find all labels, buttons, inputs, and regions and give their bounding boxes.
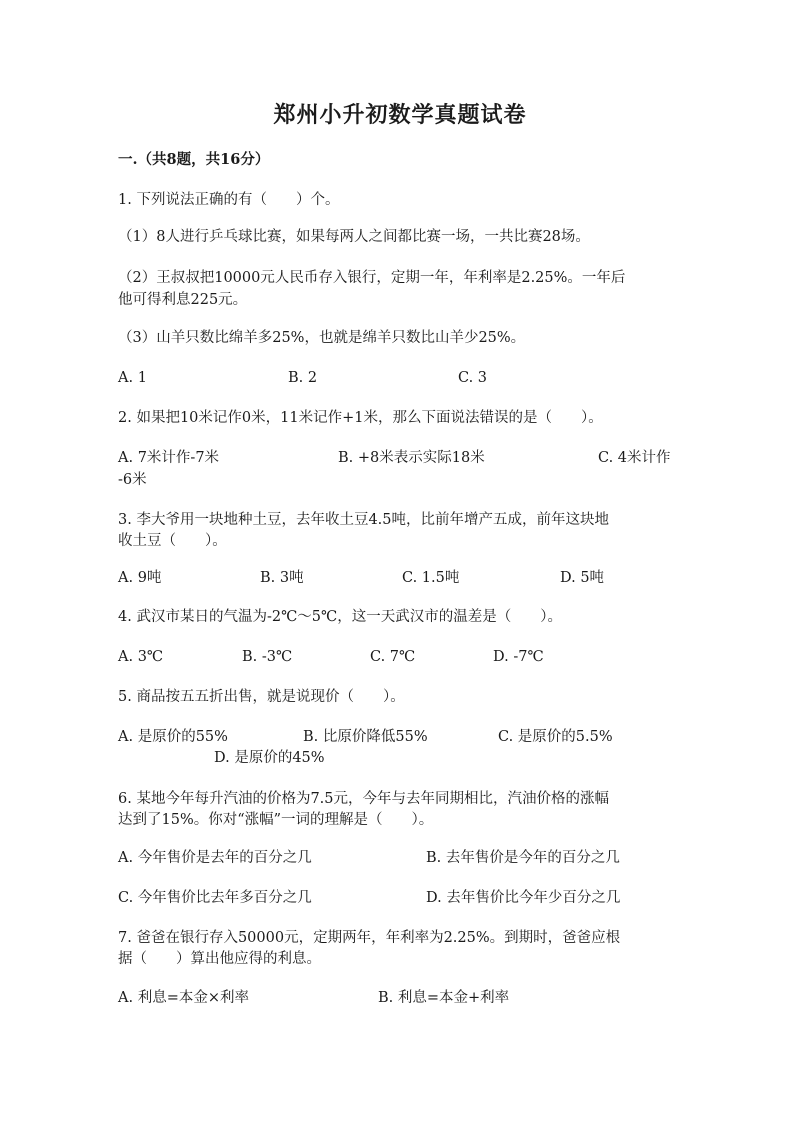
question-1-option-c: C. 3: [458, 370, 488, 386]
question-3-option-d: D. 5吨: [560, 570, 605, 586]
question-7-option-b: B. 利息=本金+利率: [378, 990, 510, 1006]
question-2-option-c-cont: -6米: [118, 472, 147, 488]
question-6-option-b: B. 去年售价是今年的百分之几: [426, 850, 620, 866]
question-6-option-a: A. 今年售价是去年的百分之几: [118, 850, 312, 866]
question-1-stem: 1. 下列说法正确的有（ ）个。: [118, 192, 340, 208]
question-1-statement-2: （2）王叔叔把10000元人民币存入银行，定期一年，年利率是2.25%。一年后: [118, 270, 626, 286]
question-4-stem: 4. 武汉市某日的气温为-2℃～5℃，这一天武汉市的温差是（ ）。: [118, 609, 562, 625]
question-6-option-d: D. 去年售价比今年少百分之几: [426, 890, 621, 906]
question-5-stem: 5. 商品按五五折出售，就是说现价（ ）。: [118, 689, 405, 705]
question-6-stem-cont: 达到了15%。你对“涨幅”一词的理解是（ ）。: [118, 812, 434, 828]
question-5-option-a: A. 是原价的55%: [118, 729, 228, 745]
question-6-stem: 6. 某地今年每升汽油的价格为7.5元，今年与去年同期相比，汽油价格的涨幅: [118, 791, 610, 807]
question-1-statement-2-cont: 他可得利息225元。: [118, 292, 248, 308]
question-3-option-c: C. 1.5吨: [402, 570, 460, 586]
question-4-option-c: C. 7℃: [370, 649, 416, 665]
question-3-option-a: A. 9吨: [118, 570, 162, 586]
page-title: 郑州小升初数学真题试卷: [273, 102, 527, 128]
question-1-option-b: B. 2: [288, 370, 318, 386]
question-4-option-a: A. 3℃: [118, 649, 164, 665]
question-1-statement-1: （1）8人进行乒乓球比赛，如果每两人之间都比赛一场，一共比赛28场。: [118, 229, 590, 245]
question-7-stem-cont: 据（ ）算出他应得的利息。: [118, 951, 321, 967]
question-3-stem: 3. 李大爷用一块地种土豆，去年收土豆4.5吨，比前年增产五成，前年这块地: [118, 512, 610, 528]
question-6-option-c: C. 今年售价比去年多百分之几: [118, 890, 312, 906]
question-5-option-b: B. 比原价降低55%: [303, 729, 428, 745]
question-7-option-a: A. 利息=本金×利率: [118, 990, 249, 1006]
question-7-stem: 7. 爸爸在银行存入50000元，定期两年，年利率为2.25%。到期时，爸爸应根: [118, 930, 621, 946]
question-1-option-a: A. 1: [118, 370, 147, 386]
question-4-option-b: B. -3℃: [242, 649, 293, 665]
question-3-stem-cont: 收土豆（ ）。: [118, 533, 227, 549]
section-header: 一.（共8题，共16分）: [118, 151, 270, 168]
question-4-option-d: D. -7℃: [493, 649, 544, 665]
question-2-option-a: A. 7米计作-7米: [118, 450, 220, 466]
question-5-option-d: D. 是原价的45%: [214, 750, 325, 766]
question-2-option-b: B. +8米表示实际18米: [338, 450, 485, 466]
question-3-option-b: B. 3吨: [260, 570, 304, 586]
question-5-option-c: C. 是原价的5.5%: [498, 729, 613, 745]
question-2-option-c: C. 4米计作: [598, 450, 671, 466]
question-1-statement-3: （3）山羊只数比绵羊多25%，也就是绵羊只数比山羊少25%。: [118, 330, 526, 346]
question-2-stem: 2. 如果把10米记作0米，11米记作+1米，那么下面说法错误的是（ ）。: [118, 410, 603, 426]
